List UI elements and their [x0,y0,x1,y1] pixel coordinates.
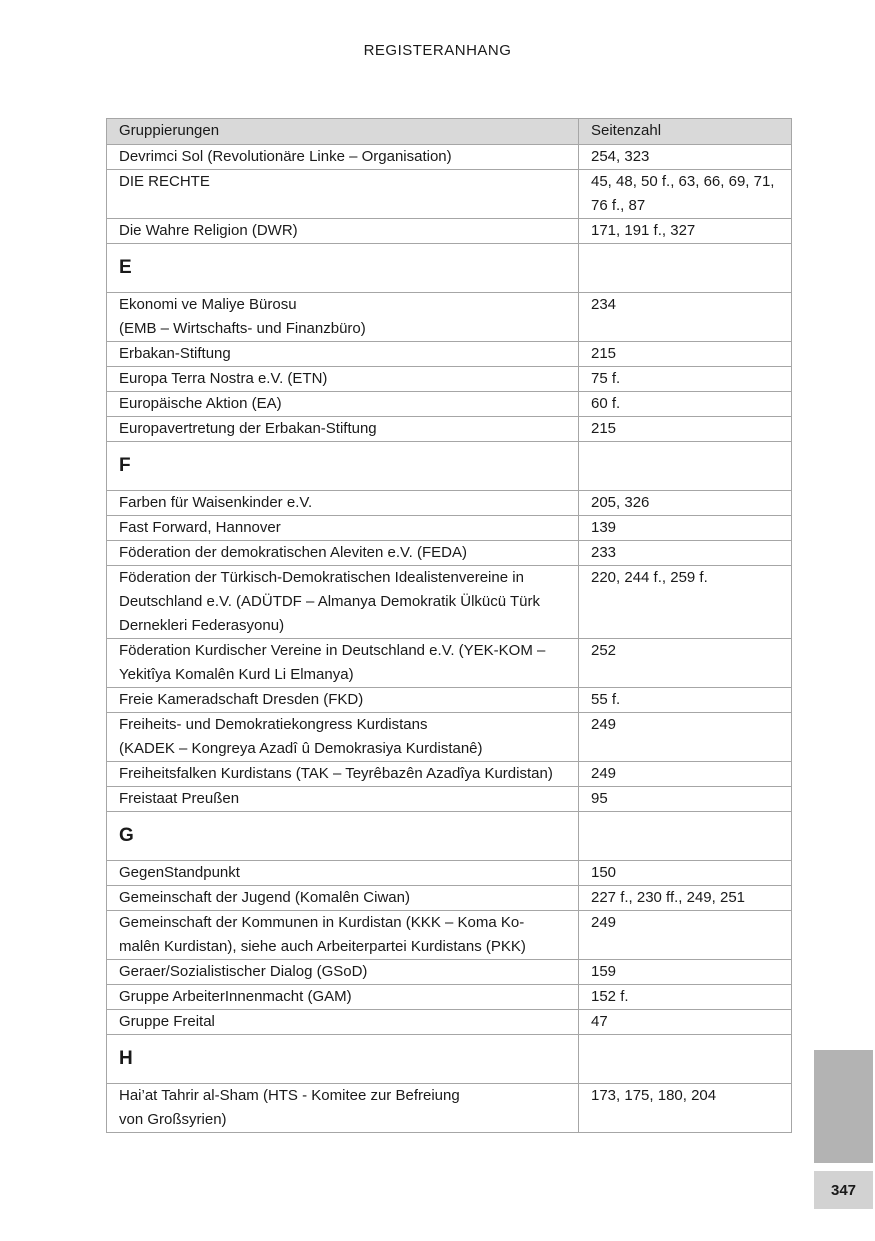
table-row [107,541,792,566]
page-references: 249 [579,762,792,787]
table-row [107,861,792,886]
page-references: 95 [579,787,792,812]
page-references: 152 f. [579,985,792,1010]
page-references: 252 [579,639,792,688]
letter-section-row [107,1035,792,1084]
group-name: Ekonomi ve Maliye Bürosu (EMB – Wirtschafts- und Finanzbüro) [107,293,579,342]
section-letter: H [107,1035,579,1084]
register-table [106,118,792,1133]
group-name: Gemeinschaft der Jugend (Komalên Ciwan) [107,886,579,911]
page-references: 234 [579,293,792,342]
table-row [107,1010,792,1035]
table-row [107,713,792,762]
running-header: REGISTERANHANG [363,42,512,59]
page-number: 347 [814,1171,873,1209]
group-name: Föderation der demokratischen Aleviten e.V. (FEDA) [107,541,579,566]
page-references: 215 [579,417,792,442]
page-references: 171, 191 f., 327 [579,219,792,244]
page-references: 55 f. [579,688,792,713]
group-name: Geraer/Sozialistischer Dialog (GSoD) [107,960,579,985]
page-references: 47 [579,1010,792,1035]
group-name: Föderation Kurdischer Vereine in Deutschland e.V. (YEK-KOM – Yekitîya Komalên Kurd Li Elmanya) [107,639,579,688]
table-row [107,985,792,1010]
page-references: 205, 326 [579,491,792,516]
table-row [107,145,792,170]
group-name: Föderation der Türkisch-Demokratischen Idealistenvereine in Deutschland e.V. (ADÜTDF – Almanya Demokratik Ülkücü Türk Dernekleri Federasyonu) [107,566,579,639]
table-row [107,886,792,911]
page-references: 220, 244 f., 259 f. [579,566,792,639]
table-row [107,342,792,367]
group-name: GegenStandpunkt [107,861,579,886]
page-references: 215 [579,342,792,367]
table-row [107,787,792,812]
table-row [107,688,792,713]
group-name: Freiheits- und Demokratiekongress Kurdistans (KADEK – Kongreya Azadî û Demokrasiya Kurdistanê) [107,713,579,762]
table-row [107,639,792,688]
page-references: 139 [579,516,792,541]
table-row [107,566,792,639]
page-references [579,244,792,293]
table-row [107,516,792,541]
group-name: Freiheitsfalken Kurdistans (TAK – Teyrêbazên Azadîya Kurdistan) [107,762,579,787]
table-row [107,491,792,516]
group-name: Hai’at Tahrir al-Sham (HTS - Komitee zur Befreiung von Großsyrien) [107,1084,579,1133]
group-name: Europavertretung der Erbakan-Stiftung [107,417,579,442]
page-references [579,812,792,861]
table-row [107,762,792,787]
table-header-row [107,119,792,145]
page-references: 249 [579,713,792,762]
table-row [107,1084,792,1133]
table-row [107,367,792,392]
group-name: Farben für Waisenkinder e.V. [107,491,579,516]
letter-section-row [107,442,792,491]
table-body [107,145,792,1133]
table-row [107,960,792,985]
page-references: 75 f. [579,367,792,392]
group-name: Gemeinschaft der Kommunen in Kurdistan (KKK – Koma Ko- malên Kurdistan), siehe auch Arbeiterpartei Kurdistans (PKK) [107,911,579,960]
group-name: Fast Forward, Hannover [107,516,579,541]
letter-section-row [107,812,792,861]
page-references [579,1035,792,1084]
section-letter: E [107,244,579,293]
thumb-index-tab [814,1050,873,1163]
group-name: Gruppe Freital [107,1010,579,1035]
group-name: Freistaat Preußen [107,787,579,812]
group-name: Europa Terra Nostra e.V. (ETN) [107,367,579,392]
table-row [107,219,792,244]
page-references [579,442,792,491]
table-row [107,417,792,442]
group-name: Erbakan-Stiftung [107,342,579,367]
page-references: 60 f. [579,392,792,417]
table-row [107,293,792,342]
group-name: Freie Kameradschaft Dresden (FKD) [107,688,579,713]
page-references: 45, 48, 50 f., 63, 66, 69, 71, 76 f., 87 [579,170,792,219]
section-letter: G [107,812,579,861]
column-header-groups: Gruppierungen [107,119,579,145]
page-references: 227 f., 230 ff., 249, 251 [579,886,792,911]
letter-section-row [107,244,792,293]
column-header-pages: Seitenzahl [579,119,792,145]
page-references: 150 [579,861,792,886]
page-references: 173, 175, 180, 204 [579,1084,792,1133]
section-letter: F [107,442,579,491]
group-name: Europäische Aktion (EA) [107,392,579,417]
group-name: Die Wahre Religion (DWR) [107,219,579,244]
page-references: 159 [579,960,792,985]
group-name: Devrimci Sol (Revolutionäre Linke – Organisation) [107,145,579,170]
table-row [107,170,792,219]
group-name: Gruppe ArbeiterInnenmacht (GAM) [107,985,579,1010]
page-references: 233 [579,541,792,566]
page-references: 249 [579,911,792,960]
table-row [107,392,792,417]
table-row [107,911,792,960]
group-name: DIE RECHTE [107,170,579,219]
page-references: 254, 323 [579,145,792,170]
